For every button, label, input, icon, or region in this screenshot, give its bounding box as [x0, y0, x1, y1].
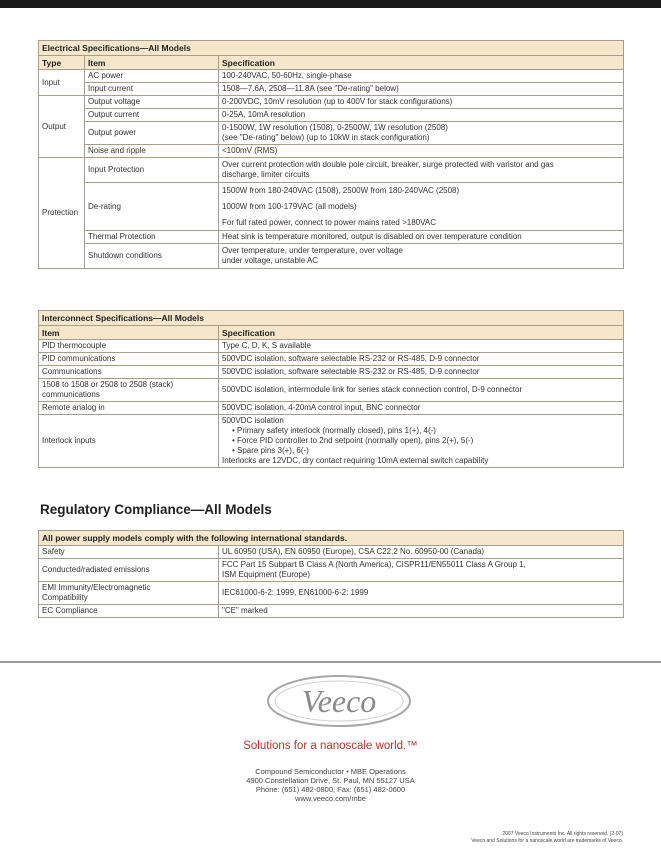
item-cell: PID thermocouple	[39, 340, 219, 353]
table-row	[39, 582, 624, 605]
spec-cell: Heat sink is temperature monitored, output is disabled on over temperature condition	[219, 231, 624, 244]
table-title: Electrical Specifications—All Models	[39, 41, 624, 56]
table-row	[39, 70, 624, 83]
table-row	[39, 366, 624, 379]
spec-line: FCC Part 15 Subpart B Class A (North America), CISPR11/EN55011 Class A Group 1,	[222, 560, 526, 569]
item-line: EMI Immunity/Electromagnetic	[42, 583, 151, 592]
item-cell: AC power	[85, 70, 219, 83]
spec-line: 0-1500W, 1W resolution (1508), 0-2500W, 1W resolution (2508)	[222, 123, 448, 132]
electrical-specs-section	[38, 40, 624, 269]
item-cell	[39, 379, 219, 402]
spec-line: ISM Equipment (Europe)	[222, 570, 311, 579]
logo-wordmark: Veeco	[301, 683, 377, 719]
website-link[interactable]: www.veeco.com/mbe	[295, 794, 366, 803]
item-cell: Conducted/radiated emissions	[39, 559, 219, 582]
trademark-line: Veeco and Solutions for a nanoscale world are trademarks of Veeco.	[471, 838, 623, 844]
spec-cell: 1508—7.6A, 2508—11.8A (see "De-rating" below)	[219, 83, 624, 96]
item-cell: Output voltage	[85, 96, 219, 109]
regulatory-section	[38, 530, 624, 618]
item-cell: Shutdown conditions	[85, 244, 219, 269]
footer-divider	[0, 661, 661, 663]
spec-bullet: • Primary safety interlock (normally closed), pins 1(+), 4(-)	[232, 426, 436, 435]
type-cell-input: Input	[39, 70, 85, 96]
item-cell: De-rating	[85, 183, 219, 231]
spec-line: Interlocks are 12VDC, dry contact requiring 10mA external switch capability	[222, 456, 489, 465]
spec-cell: 500VDC isolation, software selectable RS-232 or RS-485, D-9 connector	[219, 366, 624, 379]
spec-cell: Type C, D, K, S available	[219, 340, 624, 353]
spec-cell: "CE" marked	[219, 605, 624, 618]
spec-cell	[219, 559, 624, 582]
address-block	[0, 767, 661, 803]
spec-cell: 500VDC isolation, 4-20mA control input, BNC connector	[219, 402, 624, 415]
table-row	[39, 379, 624, 402]
address-line: Compound Semiconductor • MBE Operations	[255, 767, 406, 776]
spec-line: 1500W from 180-240VAC (1508), 2500W from 180-240VAC (2508)	[222, 186, 460, 195]
table-row	[39, 83, 624, 96]
regulatory-table	[38, 530, 624, 618]
table-row	[39, 546, 624, 559]
spec-line: Over current protection with double pole circuit, breaker, surge protected with varistor and gas	[222, 160, 554, 169]
spec-line: 500VDC isolation	[222, 416, 284, 425]
spec-bullet: • Force PID controller to 2nd setpoint (normally open), pins 2(+), 5(-)	[232, 436, 474, 445]
item-cell: Output power	[85, 122, 219, 145]
table-title: Interconnect Specifications—All Models	[39, 311, 624, 326]
spec-bullet: • Spare pins 3(+), 6(-)	[232, 446, 309, 455]
column-header-specification: Specification	[219, 326, 624, 340]
spec-cell	[219, 183, 624, 231]
interconnect-specs-section	[38, 310, 624, 468]
item-cell: Interlock inputs	[39, 415, 219, 468]
item-cell: Thermal Protection	[85, 231, 219, 244]
table-row	[39, 244, 624, 269]
spec-cell	[219, 122, 624, 145]
type-cell-output: Output	[39, 96, 85, 158]
table-row	[39, 183, 624, 231]
item-cell: EC Compliance	[39, 605, 219, 618]
spec-cell: IEC61000-6-2: 1999, EN61000-6-2: 1999	[219, 582, 624, 605]
table-row	[39, 559, 624, 582]
table-row	[39, 109, 624, 122]
top-edge-bar	[0, 0, 661, 8]
spec-line: under voltage, unstable AC	[222, 256, 319, 265]
item-cell: Input current	[85, 83, 219, 96]
spec-cell: 500VDC isolation, intermodule link for series stack connection control, D-9 connector	[219, 379, 624, 402]
spec-cell: 500VDC isolation, software selectable RS-232 or RS-485, D-9 connector	[219, 353, 624, 366]
spec-cell	[219, 415, 624, 468]
spec-cell: 0-200VDC, 10mV resolution (up to 400V for stack configurations)	[219, 96, 624, 109]
spec-cell	[219, 244, 624, 269]
interconnect-specs-table	[38, 310, 624, 468]
table-row	[39, 145, 624, 158]
table-row	[39, 340, 624, 353]
item-cell: PID communications	[39, 353, 219, 366]
spec-line: 1000W from 100-179VAC (all models)	[222, 202, 357, 211]
regulatory-heading: Regulatory Compliance—All Models	[40, 502, 272, 517]
tagline: Solutions for a nanoscale world.™	[243, 740, 418, 752]
table-row	[39, 96, 624, 109]
table-row	[39, 353, 624, 366]
column-header-specification: Specification	[219, 56, 624, 70]
spec-cell	[219, 158, 624, 183]
spec-cell: 100-240VAC, 50-60Hz, single-phase	[219, 70, 624, 83]
veeco-logo	[264, 672, 414, 730]
table-row	[39, 415, 624, 468]
spec-line: Over temperature, under temperature, over voltage	[222, 246, 403, 255]
spec-line: For full rated power, connect to power mains rated >180VAC	[222, 218, 436, 227]
spec-line: discharge, limiter circuits	[222, 170, 310, 179]
spec-cell: <100mV (RMS)	[219, 145, 624, 158]
item-cell	[39, 582, 219, 605]
table-row	[39, 605, 624, 618]
legal-notice	[471, 831, 623, 845]
table-row	[39, 231, 624, 244]
item-cell: Output current	[85, 109, 219, 122]
item-cell: Remote analog in	[39, 402, 219, 415]
table-row	[39, 402, 624, 415]
column-header-item: Item	[39, 326, 219, 340]
spec-line: (see "De-rating" below) (up to 10kW in stack configuration)	[222, 133, 430, 142]
address-line: 4900 Constellation Drive, St. Paul, MN 55127 USA	[246, 776, 415, 785]
item-cell: Communications	[39, 366, 219, 379]
item-cell: Safety	[39, 546, 219, 559]
spec-cell: 0-25A, 10mA resolution	[219, 109, 624, 122]
spec-cell: UL 60950 (USA), EN 60950 (Europe), CSA C22.2 No. 60950-00 (Canada)	[219, 546, 624, 559]
table-row	[39, 122, 624, 145]
table-row	[39, 158, 624, 183]
item-line: 1508 to 1508 or 2508 to 2508 (stack)	[42, 380, 174, 389]
item-line: Compatibility	[42, 593, 88, 602]
column-header-type: Type	[39, 56, 85, 70]
column-header-item: Item	[85, 56, 219, 70]
table-title: All power supply models comply with the following international standards.	[39, 531, 624, 546]
type-cell-protection: Protection	[39, 158, 85, 269]
electrical-specs-table	[38, 40, 624, 269]
item-cell: Noise and ripple	[85, 145, 219, 158]
item-line: communications	[42, 390, 100, 399]
copyright-line: 2007 Veeco Instruments Inc. All rights reserved. (2-07)	[502, 831, 623, 837]
address-line: Phone: (651) 482-0800, Fax: (651) 482-0600	[255, 785, 406, 794]
item-cell: Input Protection	[85, 158, 219, 183]
